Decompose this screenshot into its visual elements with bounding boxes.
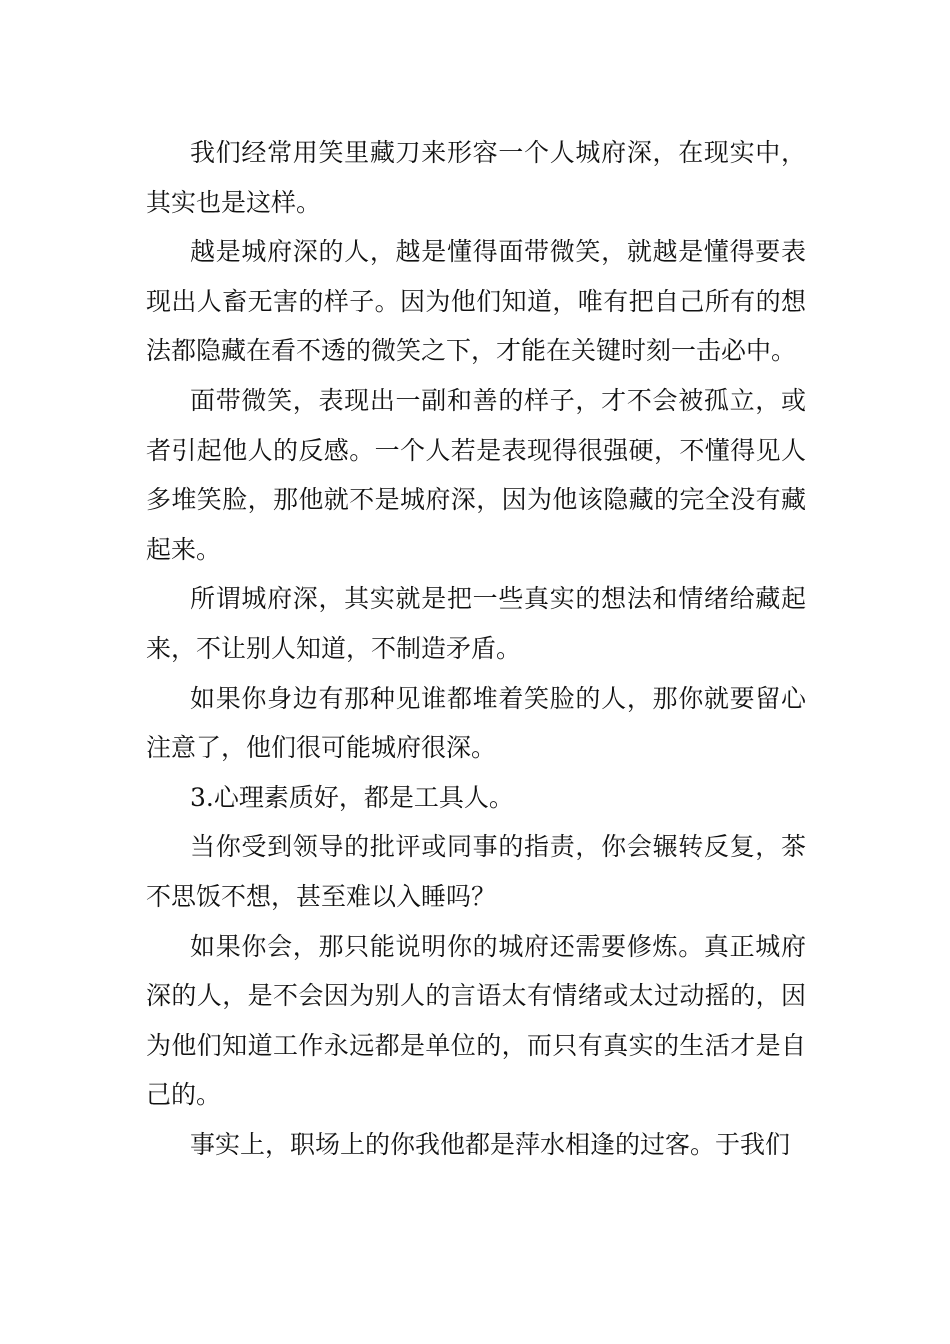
paragraph-8: 事实上，职场上的你我他都是萍水相逢的过客。于我们 bbox=[190, 1129, 791, 1159]
paragraph-6: 当你受到领导的批评或同事的指责，你会辗转反复，茶不思饭不想，甚至难以入睡吗？ bbox=[146, 832, 806, 911]
paragraph-1: 我们经常用笑里藏刀来形容一个人城府深，在现实中，其实也是这样。 bbox=[146, 138, 806, 217]
document-body bbox=[146, 128, 806, 1169]
paragraph-3: 面带微笑，表现出一副和善的样子，才不会被孤立，或者引起他人的反感。一个人若是表现得很强硬，不懂得见人多堆笑脸，那他就不是城府深，因为他该隐藏的完全没有藏起来。 bbox=[146, 385, 806, 564]
paragraph-5: 如果你身边有那种见谁都堆着笑脸的人，那你就要留心注意了，他们很可能城府很深。 bbox=[146, 683, 806, 763]
section-heading-3: 3.心理素质好，都是工具人。 bbox=[190, 782, 514, 812]
paragraph-2: 越是城府深的人，越是懂得面带微笑，就越是懂得要表现出人畜无害的样子。因为他们知道，唯有把自己所有的想法都隐藏在看不透的微笑之下，才能在关键时刻一击必中。 bbox=[146, 237, 806, 366]
paragraph-7: 如果你会，那只能说明你的城府还需要修炼。真正城府深的人，是不会因为别人的言语太有情绪或太过动摇的，因为他们知道工作永远都是单位的，而只有真实的生活才是自己的。 bbox=[146, 931, 806, 1110]
paragraph-4: 所谓城府深，其实就是把一些真实的想法和情绪给藏起来，不让别人知道，不制造矛盾。 bbox=[146, 584, 806, 663]
